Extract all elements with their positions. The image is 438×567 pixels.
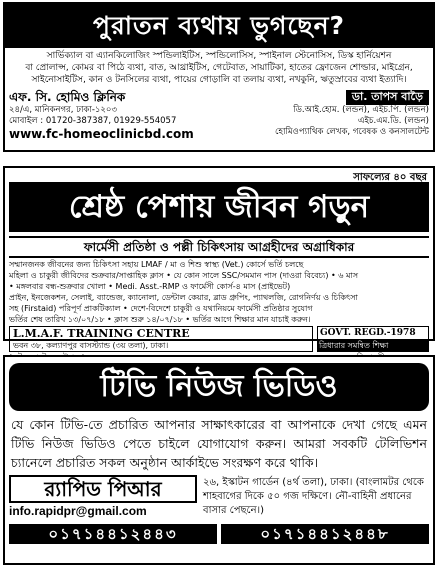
org-address: ভবন ৩৮, কল্যাণপুর বাসস্ট্যান্ড (৩য় তলা), ঢাকা। — [13, 341, 169, 350]
training-centre-ad — [3, 166, 435, 350]
phone-number-2[interactable]: ০১৭১৪৪১২৪৪৮ — [221, 524, 429, 544]
clinic-mobile: মোবাইল : 01720-387387, 01929-554057 — [9, 116, 177, 126]
doctor-qualification-2: এইচ.এম.ডি. (লন্ডন) — [358, 116, 429, 126]
phone-number-1[interactable]: ০১৭১৪৪১২৪৪৩ — [9, 524, 217, 544]
doctor-name: ডা. তাপস বাড়ৈ — [346, 90, 429, 105]
ad2-body-line: সম্মানজনক জীবনের জন্য চিকিৎসা সহায় LMAF / মা ও শিশু স্বাস্থ্য (Vet.) কোর্সে ভর্তি চলছে — [9, 260, 304, 269]
ad2-subhead: ফার্মেসী প্রতিষ্ঠা ও পল্লী চিকিৎসায় আগ্রহীদের অগ্রাধিকার — [9, 236, 429, 258]
contact-email[interactable]: info.rapidpr@gmail.com — [9, 504, 147, 518]
ad1-headline: পুরাতন ব্যথায় ভুগছেন? — [5, 4, 433, 48]
ad1-body-line: সার্ভিক্যাল বা এ্যানকিলোজিং স্পন্ডিলাইটিস, স্পন্ডিলোসিস, স্পাইনাল স্টেনোসিস, ডিস্ক হার্নিয়েশন — [46, 51, 392, 61]
ad3-headline: টিভি নিউজ ভিডিও — [9, 363, 429, 411]
tv-news-video-ad — [3, 355, 435, 565]
govt-note-1: ত্রিধারার সমন্বিত শিক্ষা — [317, 340, 429, 352]
ad2-body-line: সহ (Firstaid) পরিপূর্ণ প্রাকটিক্যাল • দেশে-বিদেশে চাকুরী ও যথানিয়মে ফার্মেসী প্রতিষ্ঠার সুযোগ — [9, 304, 313, 313]
govt-box — [317, 326, 429, 352]
ad1-body-line: সাইনোসাইটিস, কান ও টনসিলের ব্যথা, পায়ের গোড়ালি বা তলায় ব্যথা, নখকুনি, ঋতুস্রাবের ব্যথা ইত্যাদি। — [31, 75, 407, 85]
doctor-role: হোমিওপ্যাথিক লেখক, গবেষক ও কনসালটেন্ট — [275, 127, 429, 137]
ad2-body-line: প্রাইন, ইনজেকশন, সেলাই, ব্যান্ডেজ, ক্যানোলা, ডেন্টাল কেয়ার, ব্লাড গ্রুপিং, প্যাথলজি, রোগনির্ণয় ও চিকিৎসা — [9, 293, 358, 302]
brand-name: র‌্যাপিড পিআর — [9, 475, 197, 503]
ad2-headline: শ্রেষ্ঠ পেশায় জীবন গড়ুন — [9, 182, 429, 232]
doctor-qualification-1: ডি.আই.হোম. (লন্ডন), এইচ.পি. (লন্ডন) — [293, 105, 429, 115]
ad2-body-line: মহিলা ও চাকুরী জীবিদের শুক্রবার/সাপ্তাহিক ক্লাস • যে কোন সালে SSC/সমমান পাস (দাওরা বিবেচ্য) • ৬ মাস — [9, 271, 359, 280]
ad1-name-row — [5, 90, 433, 105]
phone-bar — [9, 524, 429, 544]
ad3-body: যে কোন টিভি-তে প্রচারিত আপনার সাক্ষাৎকারের বা আপনাকে দেখা গেছে এমন টিভি নিউজ ভিডিও পেতে চাইলে যোগাযোগ করুন। আমরা সবকটি টেলিভিশন চ্যানেলে প্রচারিত সকল অনুষ্ঠান আর্কাইভে সংরক্ষণ করে থাকি। — [11, 417, 427, 470]
contact-address: ২৬, ইস্কাটন গার্ডেন (৪র্থ তলা), ঢাকা। (বাংলামটর থেকে শাহবাগের দিকে ৫০ গজ দক্ষিণে। নৌ-বাহিনী প্রধানের বাসার পেছনে।) — [203, 477, 424, 516]
ad1-web-row — [5, 127, 433, 141]
homeo-clinic-ad — [3, 2, 435, 152]
org-box — [9, 326, 313, 352]
org-name: L.M.A.F. TRAINING CENTRE — [13, 327, 190, 340]
ad2-top — [5, 168, 433, 236]
clinic-website[interactable]: www.fc-homeoclinicbd.com — [9, 127, 194, 141]
clinic-name: এফ. সি. হোমিও ক্লিনিক — [9, 90, 126, 104]
clinic-address: ২৪/এ, মানিকনগর, ঢাকা-১২০৩ — [9, 105, 117, 115]
ad2-footer — [5, 326, 433, 352]
ad3-contact — [5, 472, 433, 519]
ad2-tagline: সাফল্যের ৪০ বছর — [353, 172, 427, 183]
ad1-body — [5, 48, 433, 86]
govt-registration: GOVT. REGD.-1978 — [317, 326, 429, 340]
ad2-body-line: ভর্তির শেষ তারিখ ১৩/০৭/১৮ • ক্লাস শুরু ১৪/০৭/১৮ • ভর্তির আগে শিক্ষার মান যাচাই করুন। — [9, 315, 311, 324]
ad1-body-line: বা প্রোলাপ্স, কোমর বা পিঠে ব্যথা, বাত, আথ্রাইটিস, গেটেবাত, সায়াটিকা, হাতের ফ্রোজেন শোল্ডার, মাইগ্রেন, — [25, 63, 413, 73]
ad2-body — [5, 258, 433, 326]
ad1-mobile-row — [5, 116, 433, 127]
ad1-address-row — [5, 105, 433, 116]
brand-block — [9, 475, 197, 519]
ad2-body-line: • মঙ্গলবার বন্ধ-শুক্রবার খোলা • Medi. Asst.-RMP ও ফার্মেসী কোর্স-৪ মাস (প্রাইভেট) — [9, 282, 291, 291]
